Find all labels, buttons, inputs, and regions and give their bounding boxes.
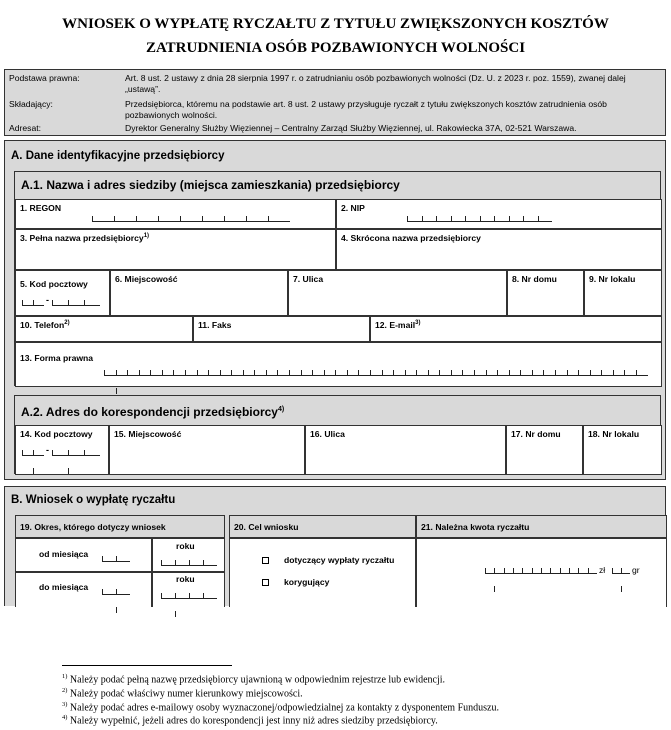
footnote-1-text: Należy podać pełną nazwę przedsiębiorcy ujawnioną w odpowiednim rejestrze lub ewidencji.	[67, 674, 446, 686]
house-no-label: 8. Nr domu	[512, 274, 557, 284]
footnote-3	[62, 701, 499, 713]
corr-postal-code-boxes-a	[22, 450, 44, 456]
footnote-4-mark: 4)	[62, 714, 68, 721]
section-b-title: B. Wniosek o wypłatę ryczałtu	[11, 494, 176, 506]
fax-label: 11. Faks	[198, 320, 232, 330]
currency-gr: gr	[632, 565, 640, 575]
from-month-field[interactable]	[15, 538, 152, 572]
short-name-field[interactable]	[336, 229, 662, 270]
corr-house-no-label: 17. Nr domu	[511, 429, 561, 439]
footnote-1-mark: 1)	[62, 673, 68, 680]
corr-house-no-field[interactable]	[506, 425, 583, 475]
full-name-label-text: 3. Pełna nazwa przedsiębiorcy	[20, 233, 144, 243]
legal-basis-label: Podstawa prawna:	[9, 73, 80, 83]
footnote-1	[62, 673, 445, 685]
amount-header	[416, 515, 667, 538]
section-a2-title-text: A.2. Adres do korespondencji przedsiębiorcy	[21, 405, 278, 419]
from-month-boxes	[102, 556, 130, 562]
apartment-no-label: 9. Nr lokalu	[589, 274, 636, 284]
form-title-line1: WNIOSEK O WYPŁATĘ RYCZAŁTU Z TYTUŁU ZWIĘKSZONYCH KOSZTÓW	[62, 16, 609, 32]
option-regarding-checkbox[interactable]	[262, 557, 269, 564]
legal-basis-text: Art. 8 ust. 2 ustawy z dnia 28 sierpnia 1997 r. o zatrudnianiu osób pozbawionych wolności (Dz. U. z 2023 r. poz. 1559), zwanej dalej „ustawą”.	[125, 73, 626, 94]
street-label: 7. Ulica	[293, 274, 324, 284]
footnote-2-text: Należy podać właściwy numer kierunkowy miejscowości.	[67, 688, 303, 700]
form-title-line2: ZATRUDNIENIA OSÓB POZBAWIONYCH WOLNOŚCI	[145, 40, 526, 56]
postal-code-boxes-b	[52, 300, 100, 306]
section-a2	[14, 395, 661, 474]
phone-label	[20, 320, 70, 330]
section-a	[4, 140, 666, 480]
corr-postal-code-label: 14. Kod pocztowy	[20, 429, 93, 439]
footnote-ref-1: 1)	[143, 233, 150, 240]
fax-field[interactable]	[193, 316, 370, 342]
regon-label: 1. REGON	[20, 203, 62, 213]
footnote-separator	[62, 665, 232, 666]
postal-code-boxes-a	[22, 300, 44, 306]
to-year-label: roku	[176, 574, 195, 584]
apartment-no-field[interactable]	[584, 270, 662, 316]
section-a1-title: A.1. Nazwa i adres siedziby (miejsca zamieszkania) przedsiębiorcy	[21, 178, 400, 192]
email-field[interactable]	[370, 316, 662, 342]
amount-zl-boxes	[485, 568, 597, 574]
postal-code-field[interactable]	[15, 270, 110, 316]
section-a1	[14, 171, 661, 386]
nip-label: 2. NIP	[341, 203, 365, 213]
house-no-field[interactable]	[507, 270, 584, 316]
footnote-3-mark: 3)	[62, 701, 68, 708]
addressee-text: Dyrektor Generalny Służby Więziennej – Centralny Zarząd Służby Więziennej, ul. Rakowiecka 37A, 02-521 Warszawa.	[125, 123, 577, 133]
footnote-ref-2: 2)	[64, 320, 70, 327]
amount-gr-boxes	[612, 568, 630, 574]
section-a2-title	[21, 405, 284, 419]
postal-code-label: 5. Kod pocztowy	[20, 279, 88, 289]
info-box	[4, 69, 666, 136]
full-name-field[interactable]	[15, 229, 336, 270]
from-year-label: roku	[176, 541, 195, 551]
footnote-2-mark: 2)	[62, 687, 68, 694]
to-month-field[interactable]	[15, 572, 152, 607]
option-regarding-label: dotyczący wypłaty ryczałtu	[284, 555, 395, 565]
corr-postal-code-dash: -	[46, 445, 49, 455]
amount-label: 21. Należna kwota ryczałtu	[421, 522, 530, 532]
regon-boxes	[92, 216, 290, 222]
email-label-text: 12. E-mail	[375, 320, 416, 330]
section-b	[4, 486, 666, 606]
option-correcting-label: korygujący	[284, 577, 330, 587]
corr-apartment-no-field[interactable]	[583, 425, 662, 475]
corr-street-label: 16. Ulica	[310, 429, 345, 439]
legal-form-field[interactable]	[15, 342, 662, 387]
to-year-field[interactable]	[152, 572, 225, 607]
nip-boxes	[407, 216, 552, 222]
period-header	[15, 515, 225, 538]
from-year-boxes	[161, 560, 217, 566]
postal-code-dash: -	[46, 295, 49, 305]
from-year-field[interactable]	[152, 538, 225, 572]
to-month-label: do miesiąca	[39, 582, 89, 592]
corr-postal-code-field[interactable]	[15, 425, 109, 475]
corr-city-field[interactable]	[109, 425, 305, 475]
to-year-boxes	[161, 593, 217, 599]
phone-field[interactable]	[15, 316, 193, 342]
from-month-label: od miesiąca	[39, 549, 89, 559]
purpose-options	[229, 538, 416, 607]
footnote-2	[62, 687, 303, 699]
purpose-label: 20. Cel wniosku	[234, 522, 299, 532]
section-a-title: A. Dane identyfikacyjne przedsiębiorcy	[11, 150, 225, 162]
to-month-boxes	[102, 589, 130, 595]
option-correcting-checkbox[interactable]	[262, 579, 269, 586]
street-field[interactable]	[288, 270, 507, 316]
period-label: 19. Okres, którego dotyczy wniosek	[20, 522, 166, 532]
corr-apartment-no-label: 18. Nr lokalu	[588, 429, 640, 439]
purpose-header	[229, 515, 416, 538]
submitter-text: Przedsiębiorca, któremu na podstawie art. 8 ust. 2 ustawy przysługuje ryczałt z tytułu zwiększonych kosztów zatrudnienia osób pozbawionych wolności.	[125, 99, 607, 120]
submitter-label: Składający:	[9, 99, 53, 109]
corr-city-label: 15. Miejscowość	[114, 429, 182, 439]
corr-postal-code-boxes-b	[52, 450, 100, 456]
legal-form-boxes	[104, 370, 648, 376]
currency-zl: zł	[599, 565, 606, 575]
footnote-4-text: Należy wypełnić, jeżeli adres do korespondencji jest inny niż adres siedziby przedsiębiorcy.	[67, 715, 438, 727]
email-label	[375, 320, 420, 330]
footnote-ref-4: 4)	[277, 406, 285, 413]
regon-field[interactable]	[15, 199, 336, 229]
amount-field[interactable]	[416, 538, 667, 607]
corr-street-field[interactable]	[305, 425, 506, 475]
phone-label-text: 10. Telefon	[20, 320, 65, 330]
legal-form-label: 13. Forma prawna	[20, 353, 94, 363]
city-label: 6. Miejscowość	[115, 274, 178, 284]
city-field[interactable]	[110, 270, 288, 316]
footnote-ref-3: 3)	[415, 320, 421, 327]
footnote-3-text: Należy podać adres e-mailowy osoby wyznaczonej/odpowiedzialnej za kontakty z dysponentem Funduszu.	[67, 702, 499, 714]
short-name-label: 4. Skrócona nazwa przedsiębiorcy	[341, 233, 481, 243]
addressee-label: Adresat:	[9, 123, 42, 133]
nip-field[interactable]	[336, 199, 662, 229]
footnote-4	[62, 714, 438, 726]
full-name-label	[20, 233, 149, 243]
